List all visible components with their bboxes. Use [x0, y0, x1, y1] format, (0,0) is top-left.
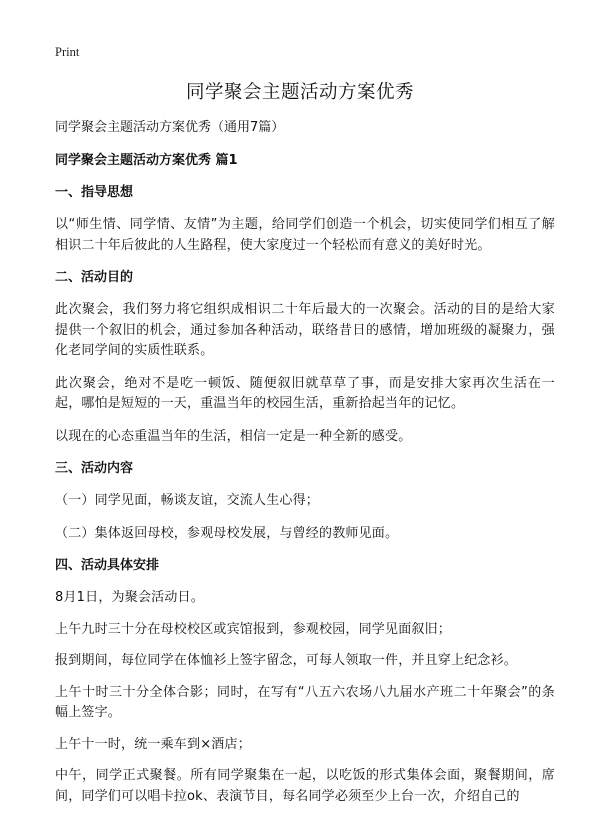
document-title: 同学聚会主题活动方案优秀 — [185, 82, 414, 103]
paragraph: 报到期间，每位同学在体恤衫上签字留念，可每人领取一件，并且穿上纪念衫。 — [55, 653, 518, 668]
document-subtitle: 同学聚会主题活动方案优秀（通用7篇） — [55, 120, 285, 135]
section-heading-purpose: 二、活动目的 — [55, 270, 134, 285]
section-heading-schedule: 四、活动具体安排 — [55, 558, 160, 573]
section-heading-guiding-ideology: 一、指导思想 — [55, 185, 134, 200]
document-body — [55, 118, 555, 818]
paragraph: 此次聚会，绝对不是吃一顿饭、随便叙旧就草草了事，而是安排大家再次生活在一起，哪怕是短短的一天，重温当年的校园生活，重新拾起当年的记忆。 — [55, 375, 555, 411]
paragraph: 上午九时三十分在母校校区或宾馆报到，参观校园，同学见面叙旧； — [55, 621, 452, 637]
paragraph: 8月1日，为聚会活动日。 — [55, 590, 204, 605]
paragraph: 以“师生情、同学情、友情”为主题，给同学们创造一个机会，切实使同学们相互了解相识二十年后彼此的人生路程，使大家度过一个轻松而有意义的美好时光。 — [55, 217, 555, 253]
paragraph: 上午十一时，统一乘车到×酒店； — [55, 736, 251, 752]
paragraph: 上午十时三十分全体合影；同时，在写有“八五六农场八九届水产班二十年聚会”的条幅上签字。 — [55, 684, 555, 720]
print-link[interactable]: Print — [55, 45, 80, 59]
paragraph: 中午，同学正式聚餐。所有同学聚集在一起，以吃饭的形式集体会面，聚餐期间，席间，同学们可以唱卡拉ok、表演节目，每名同学必须至少上台一次，介绍自己的 — [55, 768, 555, 804]
section-heading-content: 三、活动内容 — [55, 461, 134, 476]
paragraph: 以现在的心态重温当年的生活，相信一定是一种全新的感受。 — [55, 428, 412, 444]
paragraph: （一）同学见面，畅谈友谊，交流人生心得； — [55, 493, 320, 508]
paragraph: （二）集体返回母校，参观母校发展，与曾经的教师见面。 — [55, 525, 399, 541]
paragraph: 此次聚会，我们努力将它组织成相识二十年后最大的一次聚会。活动的目的是给大家提供一个叙旧的机会，通过参加各种活动，联络昔日的感情，增加班级的凝聚力，强化老同学间的实质性联系。 — [55, 302, 555, 358]
part-title: 同学聚会主题活动方案优秀 篇1 — [55, 153, 238, 168]
